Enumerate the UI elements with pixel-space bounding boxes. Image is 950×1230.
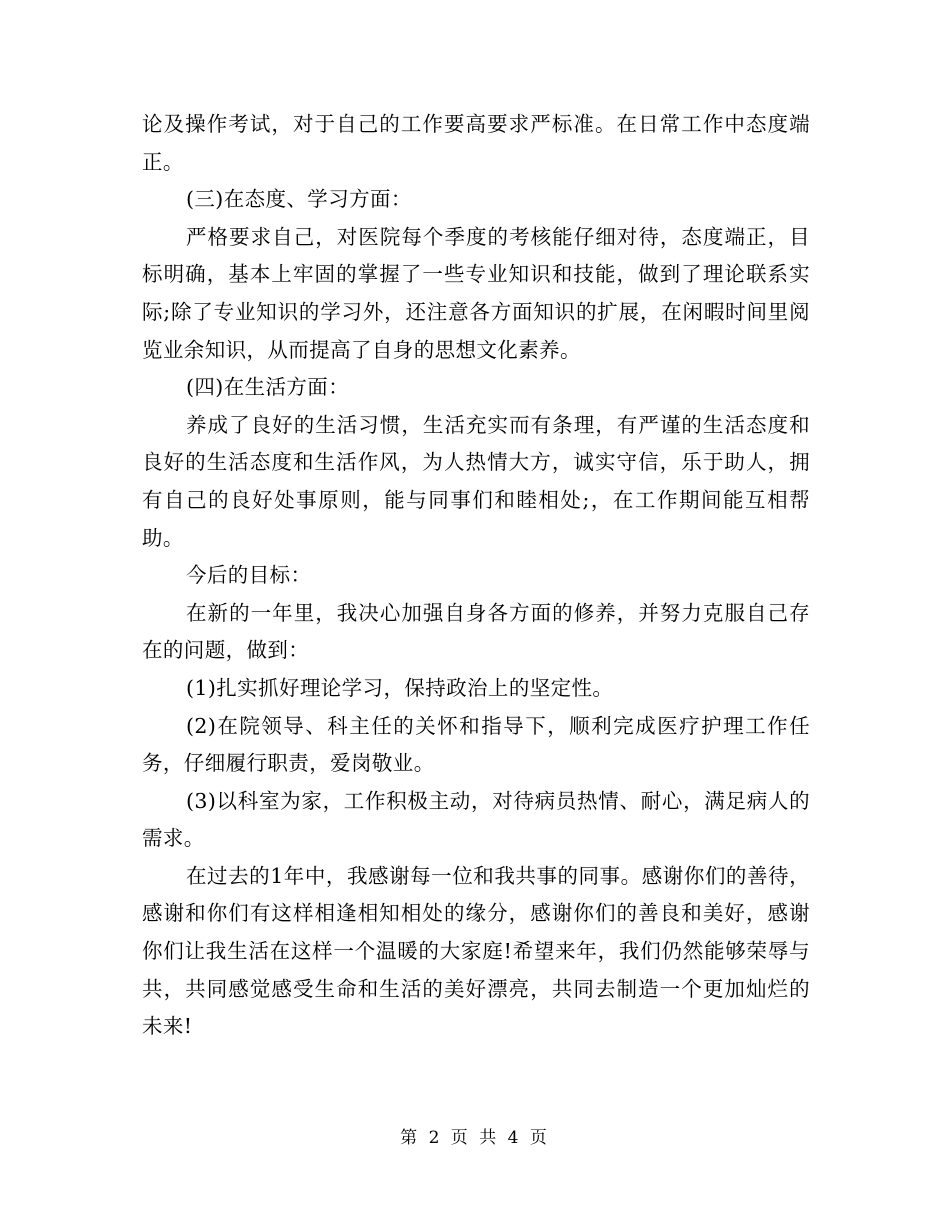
paragraph-thanks: 在过去的1年中，我感谢每一位和我共事的同事。感谢你们的善待，感谢和你们有这样相逢相知相处的缘分，感谢你们的善良和美好，感谢你们让我生活在这样一个温暖的大家庭!希望来年，我们仍然能够荣辱与共，共同感觉感受生命和生活的美好漂亮，共同去制造一个更加灿烂的未来! (142, 863, 810, 1039)
paragraph-continuation: 论及操作考试，对于自己的工作要高要求严标准。在日常工作中态度端正。 (142, 112, 810, 174)
page-number-footer: 第 2 页 共 4 页 (400, 1128, 550, 1148)
section-heading-life: (四)在生活方面： (186, 375, 350, 400)
paragraph-attitude-study: 严格要求自己，对医院每个季度的考核能仔细对待，态度端正，目标明确，基本上牢固的掌握了一些专业知识和技能，做到了理论联系实际;除了专业知识的学习外，还注意各方面知识的扩展，在闲暇时间里阅览业余知识，从而提高了自身的思想文化素养。 (142, 224, 810, 362)
document-body (142, 106, 810, 1046)
paragraph-future-goals-intro: 在新的一年里，我决心加强自身各方面的修养，并努力克服自己存在的问题，做到： (142, 600, 810, 663)
list-item-goal-2: (2)在院领导、科主任的关怀和指导下，顺利完成医疗护理工作任务，仔细履行职责，爱岗敬业。 (142, 713, 810, 776)
section-heading-future-goals: 今后的目标： (186, 563, 312, 588)
list-item-goal-1: (1)扎实抓好理论学习，保持政治上的坚定性。 (186, 675, 614, 700)
section-heading-attitude-study: (三)在态度、学习方面： (186, 187, 412, 212)
paragraph-life: 养成了良好的生活习惯，生活充实而有条理，有严谨的生活态度和良好的生活态度和生活作风，为人热情大方，诚实守信，乐于助人，拥有自己的良好处事原则，能与同事们和睦相处;，在工作期间能互相帮助。 (142, 412, 810, 550)
list-item-goal-3: (3)以科室为家，工作积极主动，对待病员热情、耐心，满足病人的需求。 (142, 788, 810, 851)
